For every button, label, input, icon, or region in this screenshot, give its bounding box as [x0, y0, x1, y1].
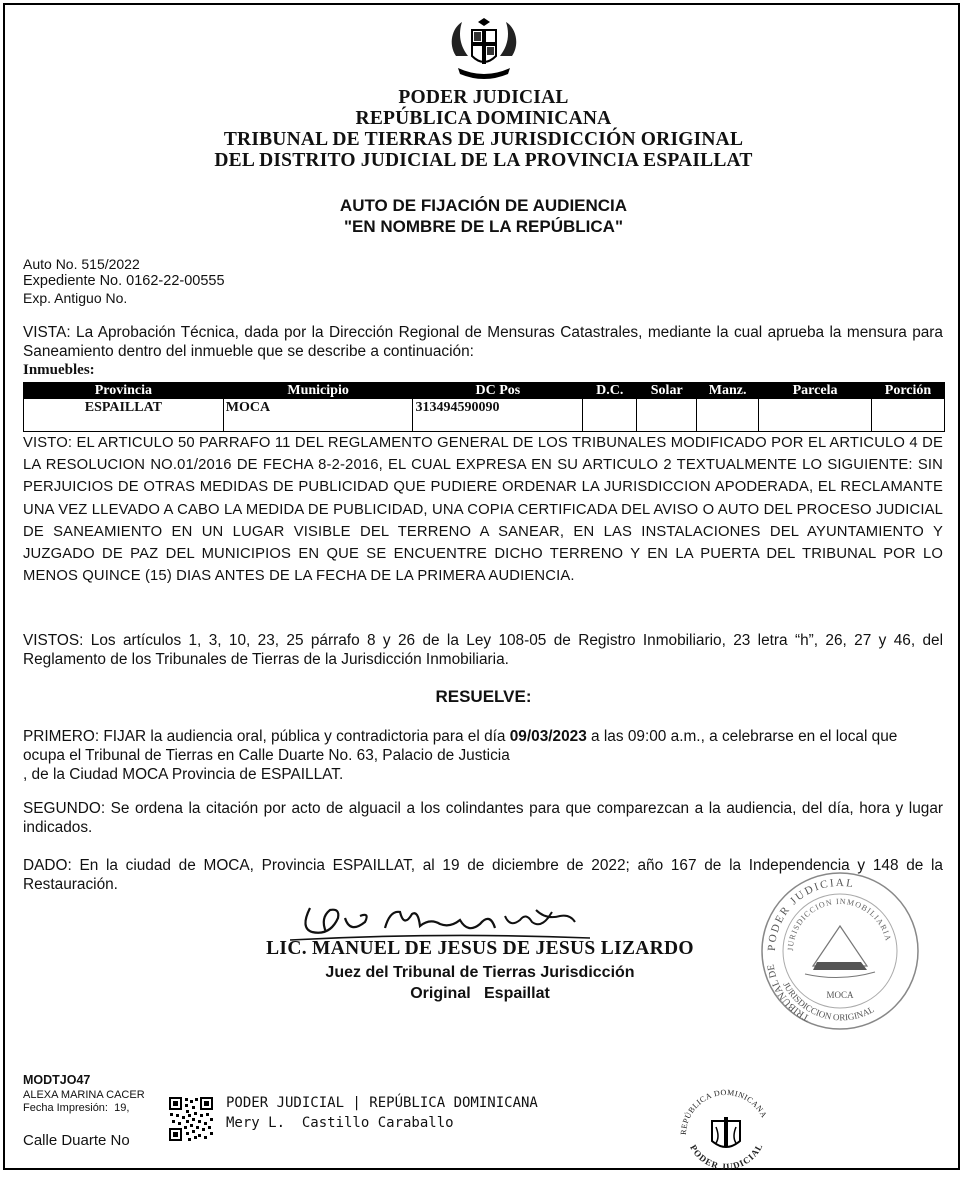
col-dc-pos: DC Pos — [413, 383, 583, 399]
auto-number: Auto No. 515/2022 — [23, 256, 140, 272]
hearing-date: 09/03/2023 — [509, 728, 587, 745]
header-line-2: REPÚBLICA DOMINICANA — [355, 108, 612, 129]
cell-dc — [583, 399, 637, 432]
stamp-bottom-text: JURISDICCION ORIGINAL — [781, 980, 876, 1023]
resuelve-heading: RESUELVE: — [435, 687, 532, 706]
cell-parcela — [759, 399, 872, 432]
cell-manz — [697, 399, 759, 432]
header-line-1: PODER JUDICIAL — [398, 87, 569, 108]
exp-antiguo: Exp. Antiguo No. — [23, 290, 128, 306]
coat-of-arms-icon — [448, 16, 520, 84]
judge-role-line-1: Juez del Tribunal de Tierras Jurisdicción — [325, 964, 635, 981]
table-header-row — [24, 383, 945, 399]
seal-bottom-text: PODER JUDICIAL — [688, 1141, 765, 1171]
stamp-inner-text: JURISDICCION INMOBILIARIA — [785, 896, 893, 952]
stamp-left-text: TRIBUNAL DE — [765, 963, 812, 1024]
table-row — [24, 399, 945, 432]
primero-text-post: a las 09:00 a.m., a celebrarse en el local que ocupa el Tribunal de Tierras en Calle Duarte No. 63, Palacio de Justicia — [23, 728, 898, 764]
doc-title-line-1: AUTO DE FIJACIÓN DE AUDIENCIA — [339, 196, 628, 215]
svg-text:REPÚBLICA DOMINICANA — [679, 1088, 769, 1135]
svg-text:JURISDICCION INMOBILIARIA — [786, 897, 893, 951]
judicial-seal — [676, 1085, 776, 1171]
dado-paragraph: DADO: En la ciudad de MOCA, Provincia ESPAILLAT, al 19 de diciembre de 2022; año 167 de la Independencia y 148 de la Restauración. — [23, 857, 943, 893]
cell-porcion — [871, 399, 944, 432]
court-stamp — [755, 866, 925, 1036]
cell-provincia: ESPAILLAT — [24, 399, 224, 432]
col-dc: D.C. — [583, 383, 637, 399]
footer-secretary: Mery L. Castillo Caraballo — [226, 1115, 454, 1131]
col-provincia: Provincia — [24, 383, 224, 399]
inmuebles-label: Inmuebles: — [23, 362, 95, 378]
judge-role-line-2: Original Espaillat — [410, 985, 550, 1002]
expediente-number: Expediente No. 0162-22-00555 — [23, 273, 225, 289]
primero-text-pre: PRIMERO: FIJAR la audiencia oral, pública y contradictoria para el día — [23, 728, 510, 745]
cell-dc-pos: 313494590090 — [413, 399, 583, 432]
qr-code-icon — [168, 1096, 214, 1142]
primero-paragraph — [23, 727, 943, 784]
form-code: MODTJO47 — [23, 1073, 91, 1087]
cell-solar — [637, 399, 697, 432]
segundo-paragraph: SEGUNDO: Se ordena la citación por acto de alguacil a los colindantes para que comparezcan a la audiencia, del día, hora y lugar indicados. — [23, 800, 943, 836]
header-line-3: TRIBUNAL DE TIERRAS DE JURISDICCIÓN ORIGINAL — [223, 129, 744, 150]
stamp-city: MOCA — [826, 990, 854, 1000]
col-municipio: Municipio — [223, 383, 413, 399]
col-manz: Manz. — [697, 383, 759, 399]
doc-title-line-2: "EN NOMBRE DE LA REPÚBLICA" — [344, 217, 623, 236]
inmuebles-table — [23, 382, 945, 432]
vista-paragraph: VISTA: La Aprobación Técnica, dada por la Dirección Regional de Mensuras Catastrales, mediante la cual aprueba la mensura para Saneamiento dentro del inmueble que se describe a continuación: — [23, 324, 943, 360]
stamp-top-text: PODER JUDICIAL — [765, 876, 856, 952]
footer-org: PODER JUDICIAL | REPÚBLICA DOMINICANA — [226, 1095, 538, 1111]
primero-text-city: , de la Ciudad MOCA Provincia de ESPAILLAT. — [23, 766, 344, 783]
col-solar: Solar — [637, 383, 697, 399]
col-porcion: Porción — [871, 383, 944, 399]
visto-paragraph: VISTO: EL ARTICULO 50 PARRAFO 11 DEL REGLAMENTO GENERAL DE LOS TRIBUNALES MODIFICADO POR EL ARTICULO 4 DE LA RESOLUCION NO.01/2016 DE FECHA 8-2-2016, EL CUAL EXPRESA EN SU ARTICULO 2 TEXTUALMENTE LO SIGUIENTE: SIN PERJUICIOS DE OTRAS MEDIDAS DE PUBLICIDAD QUE PUDIERE ORDENAR LA JURISDICCION APODERADA, EL RECLAMANTE UNA VEZ LLEVADO A CABO LA MEDIDA DE PUBLICIDAD, UNA COPIA CERTIFICADA DEL AVISO O AUTO DEL PROCESO JUDICIAL DE SANEAMIENTO EN UN LUGAR VISIBLE DEL TERRENO A SANEAR, EN LAS INSTALACIONES DEL AYUNTAMIENTO Y JUZGADO DE PAZ DEL MUNICIPIOS EN QUE SE ENCUENTRE DICHO TERRENO Y EN LA PUERTA DEL TRIBUNAL POR LO MENOS QUINCE (15) DIAS ANTES DE LA FECHA DE LA PRIMERA AUDIENCIA. — [23, 435, 943, 585]
col-parcela: Parcela — [759, 383, 872, 399]
cell-municipio: MOCA — [223, 399, 413, 432]
seal-top-text: REPÚBLICA DOMINICANA — [678, 1087, 769, 1136]
header-line-4: DEL DISTRITO JUDICIAL DE LA PROVINCIA ESPAILLAT — [214, 150, 753, 171]
print-date: Fecha Impresión: 19, — [23, 1102, 130, 1114]
operator-name: ALEXA MARINA CACER — [23, 1089, 145, 1101]
footer-address: Calle Duarte No — [23, 1132, 130, 1149]
vistos-paragraph: VISTOS: Los artículos 1, 3, 10, 23, 25 párrafo 8 y 26 de la Ley 108-05 de Registro Inmobiliario, 23 letra “h”, 26, 27 y 46, del Reglamento de los Tribunales de Tierras de la Jurisdicción Inmobiliaria. — [23, 632, 943, 668]
judge-name: LIC. MANUEL DE JESUS DE JESUS LIZARDO — [266, 938, 694, 959]
